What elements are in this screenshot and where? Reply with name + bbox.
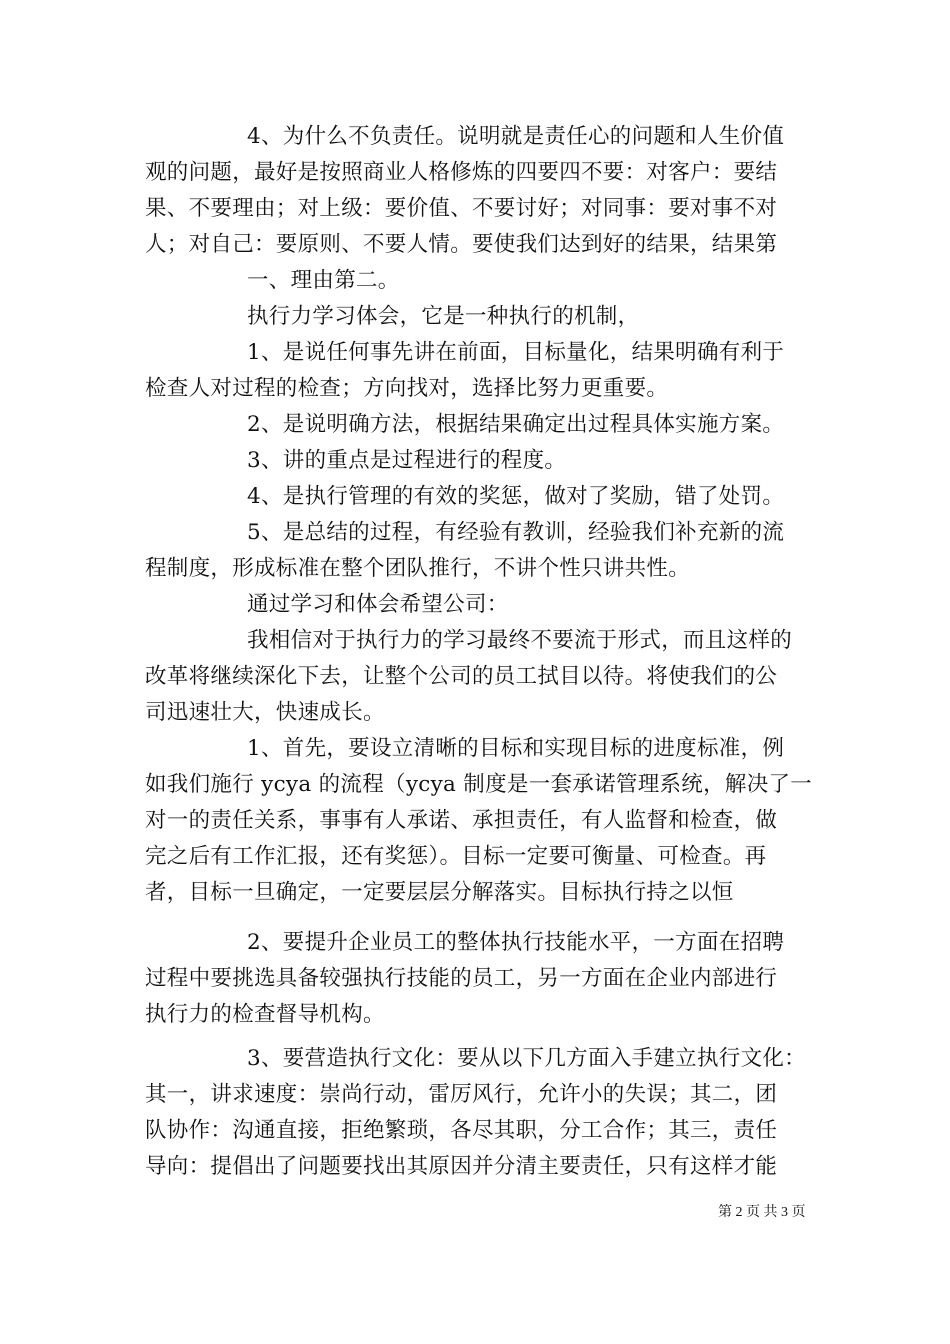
paragraph-line: 5、是总结的过程，有经验有教训，经验我们补充新的流 <box>247 520 785 545</box>
paragraph-line: 导向：提倡出了问题要找出其原因并分清主要责任，只有这样才能 <box>145 1154 778 1179</box>
paragraph-line: 队协作：沟通直接，拒绝繁琐，各尽其职，分工合作；其三，责任 <box>145 1118 778 1143</box>
paragraph-line: 检查人对过程的检查；方向找对，选择比努力更重要。 <box>145 376 669 401</box>
paragraph-line: 司迅速壮大，快速成长。 <box>145 700 385 725</box>
paragraph-line: 一、理由第二。 <box>247 268 400 293</box>
paragraph-line: 如我们施行 ycya 的流程（ycya 制度是一套承诺管理系统，解决了一 <box>145 772 813 797</box>
paragraph-line: 4、是执行管理的有效的奖惩，做对了奖励，错了处罚。 <box>247 484 785 509</box>
paragraph-line: 4、为什么不负责任。说明就是责任心的问题和人生价值 <box>247 124 785 149</box>
paragraph-line: 1、首先，要设立清晰的目标和实现目标的进度标准，例 <box>247 736 785 761</box>
paragraph-line: 2、是说明确方法，根据结果确定出过程具体实施方案。 <box>247 412 785 437</box>
paragraph-line: 者，目标一旦确定，一定要层层分解落实。目标执行持之以恒 <box>145 880 734 905</box>
paragraph-line: 过程中要挑选具备较强执行技能的员工，另一方面在企业内部进行 <box>145 966 778 991</box>
paragraph-line: 通过学习和体会希望公司： <box>247 592 509 617</box>
page-number: 第 2 页 共 3 页 <box>718 1205 806 1220</box>
paragraph-line: 执行力学习体会，它是一种执行的机制， <box>247 304 640 329</box>
paragraph-line: 对一的责任关系，事事有人承诺、承担责任，有人监督和检查，做 <box>145 808 778 833</box>
paragraph-line: 观的问题，最好是按照商业人格修炼的四要四不要：对客户：要结 <box>145 160 778 185</box>
paragraph-line: 果、不要理由；对上级：要价值、不要讨好；对同事：要对事不对 <box>145 196 778 221</box>
paragraph-line: 执行力的检查督导机构。 <box>145 1002 385 1027</box>
paragraph-line: 程制度，形成标准在整个团队推行，不讲个性只讲共性。 <box>145 556 691 581</box>
paragraph-line: 人；对自己：要原则、不要人情。要使我们达到好的结果，结果第 <box>145 232 778 257</box>
paragraph-line: 我相信对于执行力的学习最终不要流于形式，而且这样的 <box>247 628 793 653</box>
paragraph-line: 改革将继续深化下去，让整个公司的员工拭目以待。将使我们的公 <box>145 664 778 689</box>
paragraph-line: 2、要提升企业员工的整体执行技能水平，一方面在招聘 <box>247 930 785 955</box>
paragraph-line: 其一，讲求速度：崇尚行动，雷厉风行，允许小的失误；其二，团 <box>145 1082 778 1107</box>
paragraph-line: 3、讲的重点是过程进行的程度。 <box>247 448 567 473</box>
paragraph-line: 3、要营造执行文化：要从以下几方面入手建立执行文化： <box>247 1046 806 1071</box>
paragraph-line: 完之后有工作汇报，还有奖惩）。目标一定要可衡量、可检查。再 <box>145 844 767 869</box>
paragraph-line: 1、是说任何事先讲在前面，目标量化，结果明确有利于 <box>247 340 785 365</box>
